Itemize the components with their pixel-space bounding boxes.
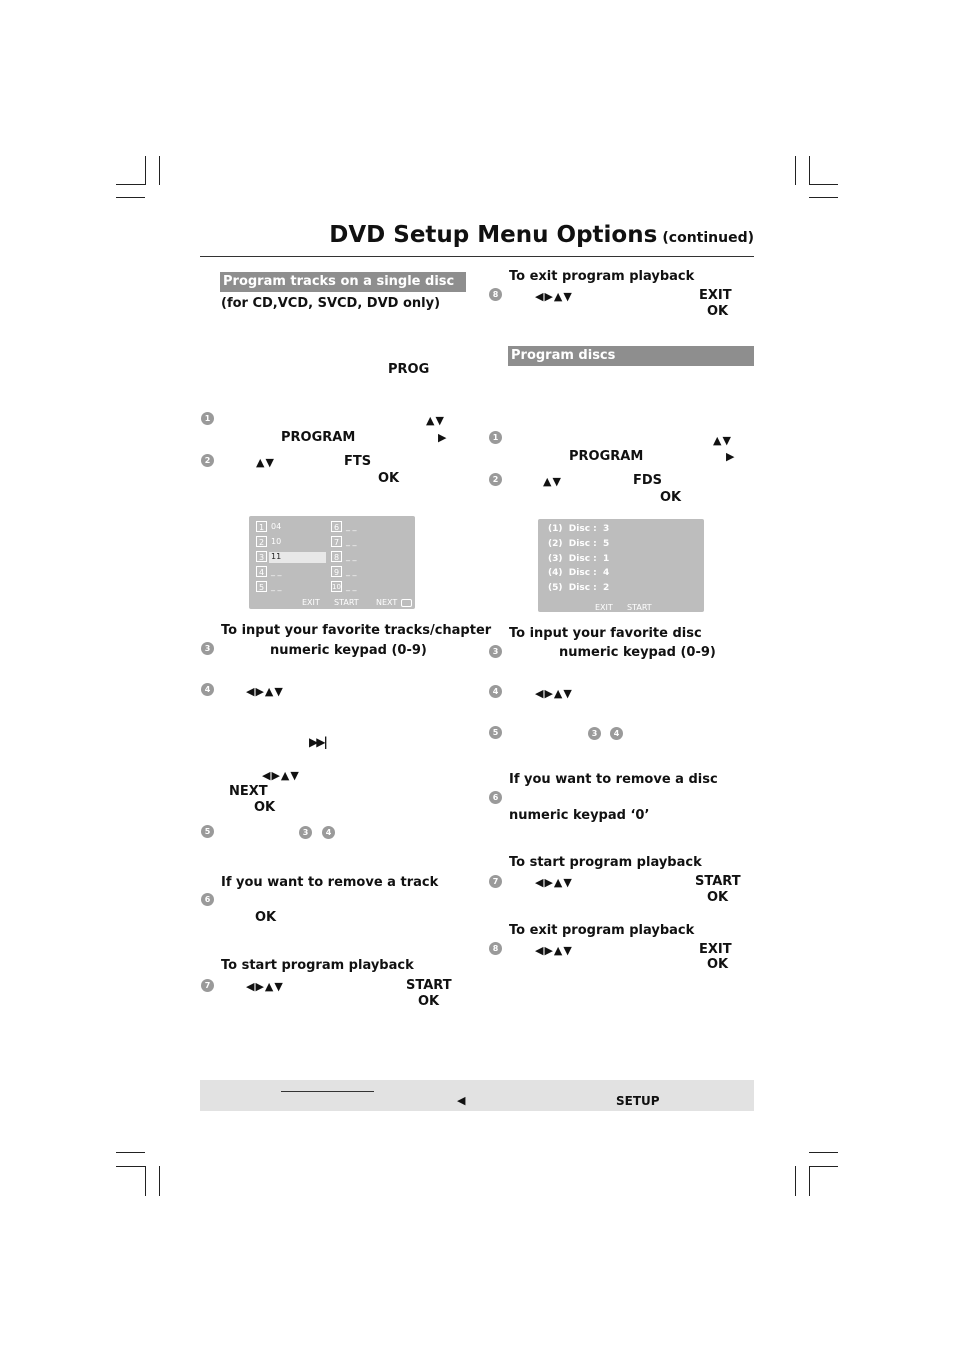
track-slot-value: _ _ — [346, 522, 357, 531]
ok-label: OK — [660, 490, 682, 505]
remove-track-heading: If you want to remove a track — [221, 875, 439, 890]
program-tracks-screen — [249, 516, 415, 609]
cursor-arrows-icon: ◀▶▲▼ — [246, 980, 284, 993]
right-arrow-icon: ▶ — [726, 450, 736, 463]
start-label: START — [695, 874, 741, 889]
up-down-arrows-icon: ▲▼ — [713, 434, 732, 447]
step-1-icon: 1 — [201, 412, 214, 425]
disc-label: Disc : — [568, 583, 597, 593]
setup-label: SETUP — [616, 1094, 660, 1108]
fts-label: FTS — [344, 454, 372, 469]
numeric-keypad-zero-label: numeric keypad ‘0’ — [509, 808, 650, 823]
step-8-icon: 8 — [489, 942, 502, 955]
next-track-icon: ▶▶| — [309, 735, 326, 749]
crop-mark — [809, 1152, 838, 1153]
ok-label: OK — [254, 800, 276, 815]
title-rule — [200, 256, 754, 257]
track-slot-value: _ _ — [271, 582, 282, 591]
track-slot-value: _ _ — [346, 567, 357, 576]
cursor-arrows-icon: ◀▶▲▼ — [535, 290, 573, 303]
ok-label: OK — [378, 471, 400, 486]
ok-label: OK — [707, 957, 729, 972]
exit-playback-heading: To exit program playback — [509, 923, 695, 938]
disc-label: Disc : — [568, 539, 597, 549]
ok-label: OK — [707, 890, 729, 905]
start-playback-heading: To start program playback — [221, 958, 414, 973]
crop-mark — [809, 197, 838, 198]
track-slot-value: _ _ — [271, 567, 282, 576]
exit-label: EXIT — [699, 942, 732, 957]
track-slot-value: 04 — [271, 522, 282, 531]
track-slot-number: 4 — [256, 566, 267, 577]
crop-mark — [809, 184, 838, 185]
crop-mark — [145, 1166, 146, 1196]
exit-playback-heading: To exit program playback — [509, 269, 695, 284]
disc-slot: (4) — [548, 568, 563, 578]
crop-mark — [159, 156, 160, 185]
step-3-ref-icon: 3 — [299, 826, 312, 839]
disc-slot-row — [548, 554, 609, 564]
step-4-icon: 4 — [489, 685, 502, 698]
footer-bar — [200, 1080, 754, 1111]
track-slot-number: 9 — [331, 566, 342, 577]
screen-start-label: START — [627, 603, 652, 612]
numeric-keypad-label: numeric keypad (0-9) — [270, 643, 427, 658]
cursor-arrows-icon: ◀▶▲▼ — [262, 769, 300, 782]
screen-next-label: NEXT — [376, 598, 398, 607]
screen-exit-label: EXIT — [595, 603, 613, 612]
fds-label: FDS — [633, 473, 663, 488]
crop-mark — [116, 197, 145, 198]
track-slot-number: 1 — [256, 521, 267, 532]
ok-label: OK — [418, 994, 440, 1009]
step-3-ref-icon: 3 — [588, 727, 601, 740]
section-heading-program-tracks: Program tracks on a single disc — [220, 272, 466, 292]
crop-mark — [795, 156, 796, 185]
crop-mark — [809, 1166, 810, 1196]
disc-label: Disc : — [568, 524, 597, 534]
up-down-arrows-icon: ▲▼ — [543, 475, 562, 488]
track-slot-value: _ _ — [346, 552, 357, 561]
crop-mark — [809, 156, 810, 185]
exit-label: EXIT — [699, 288, 732, 303]
crop-mark — [116, 184, 145, 185]
screen-start-label: START — [334, 598, 359, 607]
disc-slot-row — [548, 583, 609, 593]
track-slot-value: _ _ — [346, 537, 357, 546]
track-slot-number: 7 — [331, 536, 342, 547]
section-heading-program-discs: Program discs — [508, 346, 754, 366]
disc-value: 1 — [603, 554, 610, 564]
prog-key-label: PROG — [388, 362, 430, 377]
track-slot-value: 11 — [271, 552, 282, 561]
step-4-icon: 4 — [201, 683, 214, 696]
disc-slot-row — [548, 539, 609, 549]
crop-mark — [795, 1166, 796, 1196]
next-label: NEXT — [229, 784, 268, 799]
track-slot-value: _ _ — [346, 582, 357, 591]
step-1-icon: 1 — [489, 431, 502, 444]
step-3-icon: 3 — [489, 645, 502, 658]
disc-value: 5 — [603, 539, 610, 549]
input-tracks-heading: To input your favorite tracks/chapter — [221, 623, 492, 638]
disc-slot-row — [548, 568, 609, 578]
step-3-icon: 3 — [201, 642, 214, 655]
ok-label: OK — [707, 304, 729, 319]
disc-slot: (2) — [548, 539, 563, 549]
start-label: START — [406, 978, 452, 993]
program-label: PROGRAM — [569, 449, 644, 464]
page-title — [329, 222, 754, 248]
input-disc-heading: To input your favorite disc — [509, 626, 702, 641]
disc-value: 3 — [603, 524, 610, 534]
crop-mark — [116, 1166, 145, 1167]
program-discs-screen — [538, 519, 704, 612]
step-4-ref-icon: 4 — [322, 826, 335, 839]
crop-mark — [159, 1166, 160, 1196]
program-label: PROGRAM — [281, 430, 356, 445]
up-down-arrows-icon: ▲▼ — [256, 456, 275, 469]
step-5-icon: 5 — [489, 726, 502, 739]
crop-mark — [145, 156, 146, 185]
footer-underline — [281, 1091, 374, 1092]
section-subheading: (for CD,VCD, SVCD, DVD only) — [221, 296, 441, 311]
disc-value: 2 — [603, 583, 610, 593]
ok-label: OK — [255, 910, 277, 925]
track-slot-number: 10 — [332, 583, 341, 591]
cursor-arrows-icon: ◀▶▲▼ — [535, 687, 573, 700]
step-6-icon: 6 — [489, 791, 502, 804]
screen-exit-label: EXIT — [302, 598, 320, 607]
step-7-icon: 7 — [489, 875, 502, 888]
track-slot-number: 5 — [256, 581, 267, 592]
disc-label: Disc : — [568, 554, 597, 564]
disc-slot: (5) — [548, 583, 563, 593]
crop-mark — [116, 1152, 145, 1153]
step-6-icon: 6 — [201, 893, 214, 906]
step-2-icon: 2 — [489, 473, 502, 486]
disc-slot-row — [548, 524, 609, 534]
disc-value: 4 — [603, 568, 610, 578]
track-slot-value: 10 — [271, 537, 282, 546]
remove-disc-heading: If you want to remove a disc — [509, 772, 718, 787]
track-slot-number: 3 — [256, 551, 267, 562]
step-5-icon: 5 — [201, 825, 214, 838]
next-page-icon — [401, 599, 412, 607]
step-2-icon: 2 — [201, 454, 214, 467]
step-8-icon: 8 — [489, 288, 502, 301]
track-slot-number: 8 — [331, 551, 342, 562]
cursor-arrows-icon: ◀▶▲▼ — [246, 685, 284, 698]
cursor-arrows-icon: ◀▶▲▼ — [535, 944, 573, 957]
track-slot-number: 2 — [256, 536, 267, 547]
page-title-suffix: (continued) — [662, 230, 754, 246]
page-title-text: DVD Setup Menu Options — [329, 222, 658, 248]
step-4-ref-icon: 4 — [610, 727, 623, 740]
left-arrow-icon: ◀ — [457, 1094, 466, 1107]
right-arrow-icon: ▶ — [438, 431, 448, 444]
disc-label: Disc : — [568, 568, 597, 578]
crop-mark — [809, 1166, 838, 1167]
disc-slot: (3) — [548, 554, 563, 564]
disc-slot: (1) — [548, 524, 563, 534]
track-slot-number: 6 — [331, 521, 342, 532]
step-7-icon: 7 — [201, 979, 214, 992]
cursor-arrows-icon: ◀▶▲▼ — [535, 876, 573, 889]
start-playback-heading: To start program playback — [509, 855, 702, 870]
numeric-keypad-label: numeric keypad (0-9) — [559, 645, 716, 660]
up-down-arrows-icon: ▲▼ — [426, 414, 445, 427]
